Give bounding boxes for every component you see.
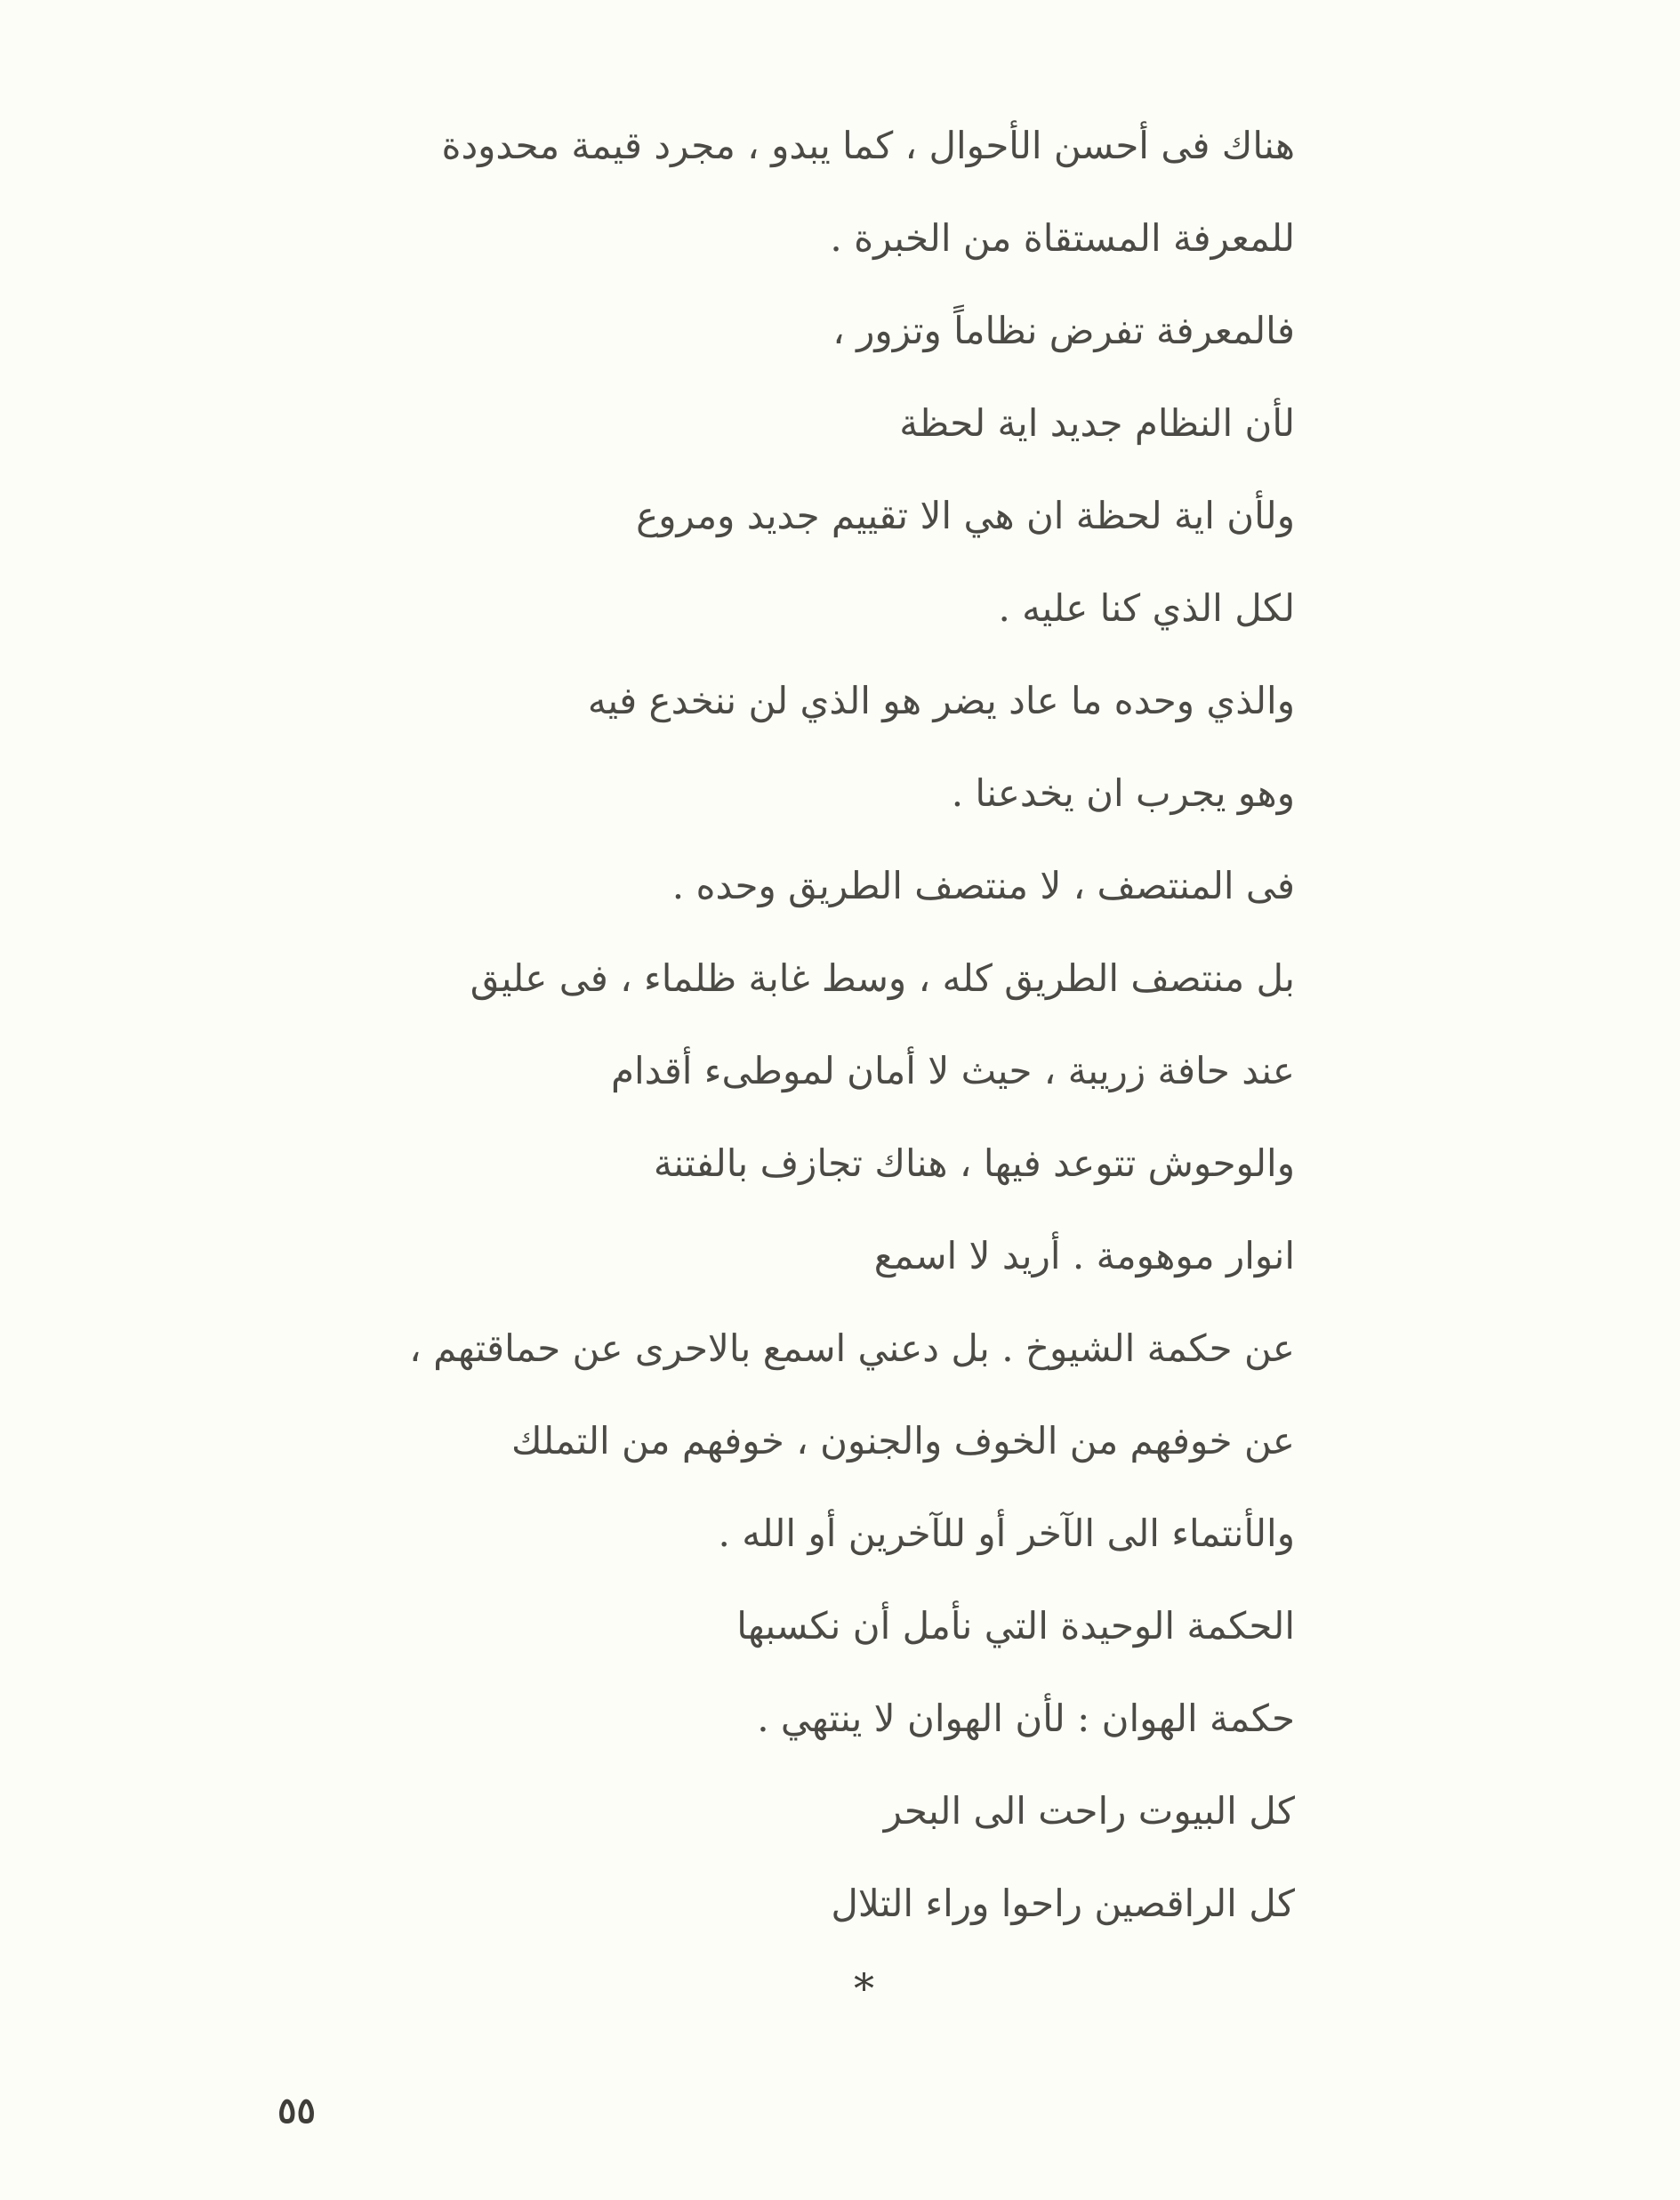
poem-line: كل الراقصين راحوا وراء التلال <box>831 1882 1295 1925</box>
poem-line: للمعرفة المستقاة من الخبرة . <box>830 216 1295 260</box>
page-number: ٥٥ <box>277 2090 316 2132</box>
poem-line: والذي وحده ما عاد يضر هو الذي لن ننخدع فيه <box>587 679 1295 722</box>
poem-line: والأنتماء الى الآخر أو للآخرين أو الله . <box>718 1511 1295 1555</box>
poem-line: كل البيوت راحت الى البحر <box>883 1789 1295 1833</box>
poem-line: حكمة الهوان : لأن الهوان لا ينتهي . <box>757 1696 1295 1740</box>
poem-line: عن حكمة الشيوخ . بل دعني اسمع بالاحرى عن حماقتهم ، <box>409 1326 1295 1370</box>
poem-line: بل منتصف الطريق كله ، وسط غابة ظلماء ، فى عليق <box>470 956 1295 1000</box>
poem-line: ولأن اية لحظة ان هي الا تقييم جديد ومروع <box>636 494 1295 537</box>
poem-text-block <box>272 100 1295 1950</box>
poem-line: لأن النظام جديد اية لحظة <box>899 401 1295 445</box>
poem-line: هناك فى أحسن الأحوال ، كما يبدو ، مجرد قيمة محدودة <box>441 124 1295 167</box>
poem-line: فالمعرفة تفرض نظاماً وتزور ، <box>832 309 1295 352</box>
poem-line: عن خوفهم من الخوف والجنون ، خوفهم من التملك <box>510 1419 1295 1463</box>
poem-line: والوحوش تتوعد فيها ، هناك تجازف بالفتنة <box>653 1141 1295 1185</box>
poem-line: انوار موهومة . أريد لا اسمع <box>873 1234 1295 1277</box>
poem-line: فى المنتصف ، لا منتصف الطريق وحده . <box>671 864 1295 907</box>
poem-line: لكل الذي كنا عليه . <box>998 586 1295 630</box>
poem-line: وهو يجرب ان يخدعنا . <box>951 771 1295 815</box>
poem-line: الحكمة الوحيدة التي نأمل أن نكسبها <box>736 1604 1295 1648</box>
poem-line: عند حافة زريبة ، حيث لا أمان لموطىء أقدام <box>610 1049 1295 1092</box>
section-ornament: * <box>854 1964 874 2012</box>
